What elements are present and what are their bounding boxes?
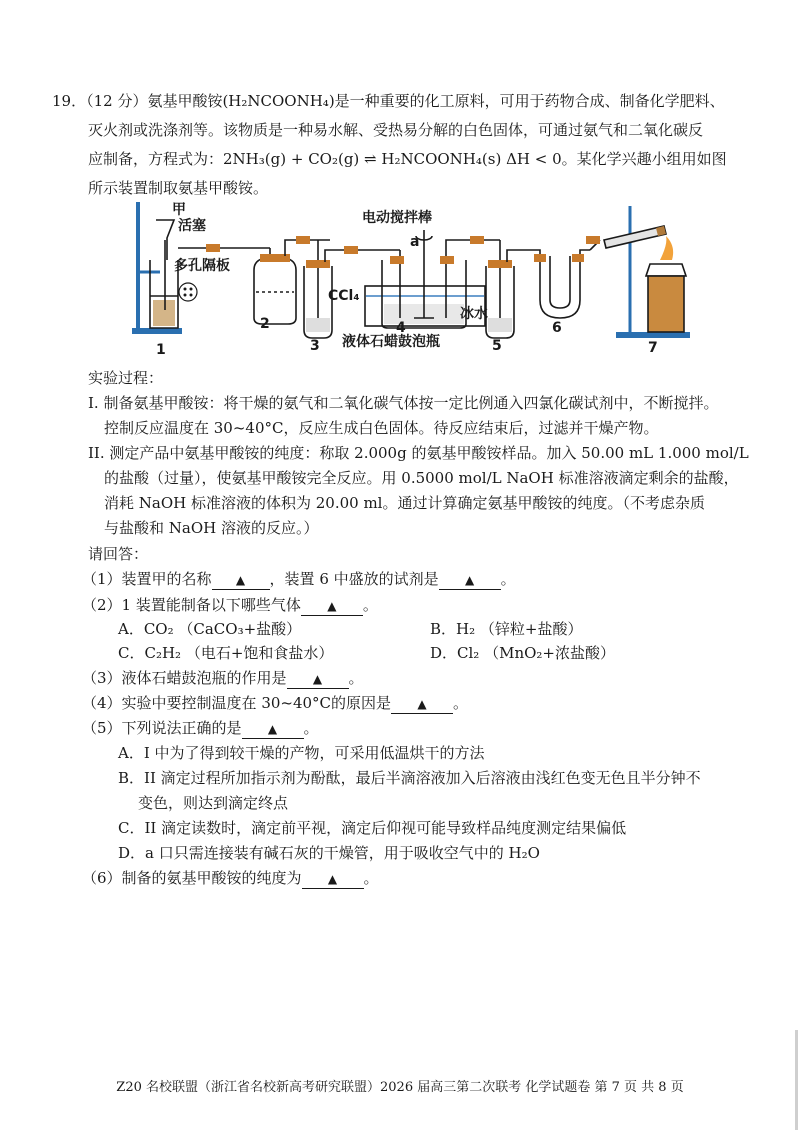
answer-blank[interactable]: ▲ xyxy=(439,570,501,590)
label-huosai: 活塞 xyxy=(178,218,206,234)
apparatus-diagram xyxy=(120,200,700,360)
label-jia: 甲 xyxy=(172,202,186,218)
label-7: 7 xyxy=(648,340,658,356)
label-6: 6 xyxy=(552,320,562,336)
option-d: D．Cl₂ （MnO₂+浓盐酸） xyxy=(430,644,615,662)
label-bubbler: 液体石蜡鼓泡瓶 xyxy=(342,334,440,350)
label-5: 5 xyxy=(492,338,502,354)
process-heading: 实验过程： xyxy=(88,369,164,387)
answer-blank[interactable]: ▲ xyxy=(301,596,363,616)
sub-question-6: （6）制备的氨基甲酸铵的纯度为 ▲ 。 xyxy=(82,869,379,887)
process-step-1-line-1: I. 制备氨基甲酸铵：将干燥的氨气和二氧化碳气体按一定比例通入四氯化碳试剂中，不断搅拌。 xyxy=(88,394,719,412)
question-stem-line-4: 所示装置制取氨基甲酸铵。 xyxy=(88,179,269,197)
option-c: C．C₂H₂ （电石+饱和食盐水） xyxy=(118,644,334,662)
sub-question-2: （2）1 装置能制备以下哪些气体 ▲ 。 xyxy=(82,596,378,614)
label-duokong: 多孔隔板 xyxy=(174,258,230,274)
process-step-2-line-3: 消耗 NaOH 标准溶液的体积为 20.00 ml。通过计算确定氨基甲酸铵的纯度。（不考虑杂质 xyxy=(104,494,705,512)
chemical-formula: (H₂NCOONH₄) xyxy=(222,92,335,110)
sub-question-1: （1）装置甲的名称 ▲ ，装置 6 中盛放的试剂是 ▲ 。 xyxy=(82,570,516,588)
option-b: B．H₂ （锌粒+盐酸） xyxy=(430,620,583,638)
process-step-2-line-2: 的盐酸（过量），使氨基甲酸铵完全反应。用 0.5000 mol/L NaOH 标准溶液滴定剩余的盐酸， xyxy=(104,469,739,487)
question-stem-line-1: 19．（12 分）氨基甲酸铵(H₂NCOONH₄)是一种重要的化工原料，可用于药物合成、制备化学肥料、 xyxy=(52,92,725,110)
answer-blank[interactable]: ▲ xyxy=(302,869,364,889)
question-stem-line-2: 灭火剂或洗涤剂等。该物质是一种易水解、受热易分解的白色固体，可通过氨气和二氧化碳反 xyxy=(88,121,704,139)
label-ccl4: CCl₄ xyxy=(328,288,360,304)
option-b: B．II 滴定过程所加指示剂为酚酞，最后半滴溶液加入后溶液由浅红色变无色且半分钟不 xyxy=(118,769,701,787)
label-icewater: 冰水 xyxy=(460,306,488,322)
option-b-continued: 变色，则达到滴定终点 xyxy=(138,794,289,812)
answer-blank[interactable]: ▲ xyxy=(391,694,453,714)
sub-question-3: （3）液体石蜡鼓泡瓶的作用是 ▲ 。 xyxy=(82,669,364,687)
sub-question-4: （4）实验中要控制温度在 30~40°C的原因是 ▲ 。 xyxy=(82,694,469,712)
option-a: A．I 中为了得到较干燥的产物，可采用低温烘干的方法 xyxy=(118,744,485,762)
sub-question-5: （5）下列说法正确的是 ▲ 。 xyxy=(82,719,319,737)
answer-heading: 请回答： xyxy=(88,545,149,563)
label-3: 3 xyxy=(310,338,320,354)
process-step-1-line-2: 控制反应温度在 30~40°C，反应生成白色固体。待反应结束后，过滤并干燥产物。 xyxy=(104,419,659,437)
process-step-2-line-1: II. 测定产品中氨基甲酸铵的纯度：称取 2.000g 的氨基甲酸铵样品。加入 50.00 mL 1.000 mol/L xyxy=(88,444,749,462)
label-stirrer: 电动搅拌棒 xyxy=(362,210,432,226)
question-number: 19． xyxy=(52,92,87,110)
process-step-2-line-4: 与盐酸和 NaOH 溶液的反应。） xyxy=(104,519,319,537)
question-stem-line-3: 应制备，方程式为：2NH₃(g) + CO₂(g) ⇌ H₂NCOONH₄(s) ΔH < 0。某化学兴趣小组用如图 xyxy=(88,150,727,168)
page-footer: Z20 名校联盟（浙江省名校新高考研究联盟）2026 届高三第二次联考 化学试题卷 第 7 页 共 8 页 xyxy=(116,1080,684,1095)
label-1: 1 xyxy=(156,342,166,358)
answer-blank[interactable]: ▲ xyxy=(212,570,270,590)
scrollbar[interactable] xyxy=(795,1030,798,1130)
reaction-equation: 2NH₃(g) + CO₂(g) ⇌ H₂NCOONH₄(s) ΔH < 0 xyxy=(223,150,562,168)
option-c: C．II 滴定读数时，滴定前平视，滴定后仰视可能导致样品纯度测定结果偏低 xyxy=(118,819,627,837)
label-2: 2 xyxy=(260,316,270,332)
option-d: D．a 口只需连接装有碱石灰的干燥管，用于吸收空气中的 H₂O xyxy=(118,844,540,862)
answer-blank[interactable]: ▲ xyxy=(242,719,304,739)
option-a: A．CO₂ （CaCO₃+盐酸） xyxy=(118,620,302,638)
answer-blank[interactable]: ▲ xyxy=(287,669,349,689)
label-4: 4 xyxy=(396,320,406,336)
label-a: a xyxy=(410,234,420,250)
